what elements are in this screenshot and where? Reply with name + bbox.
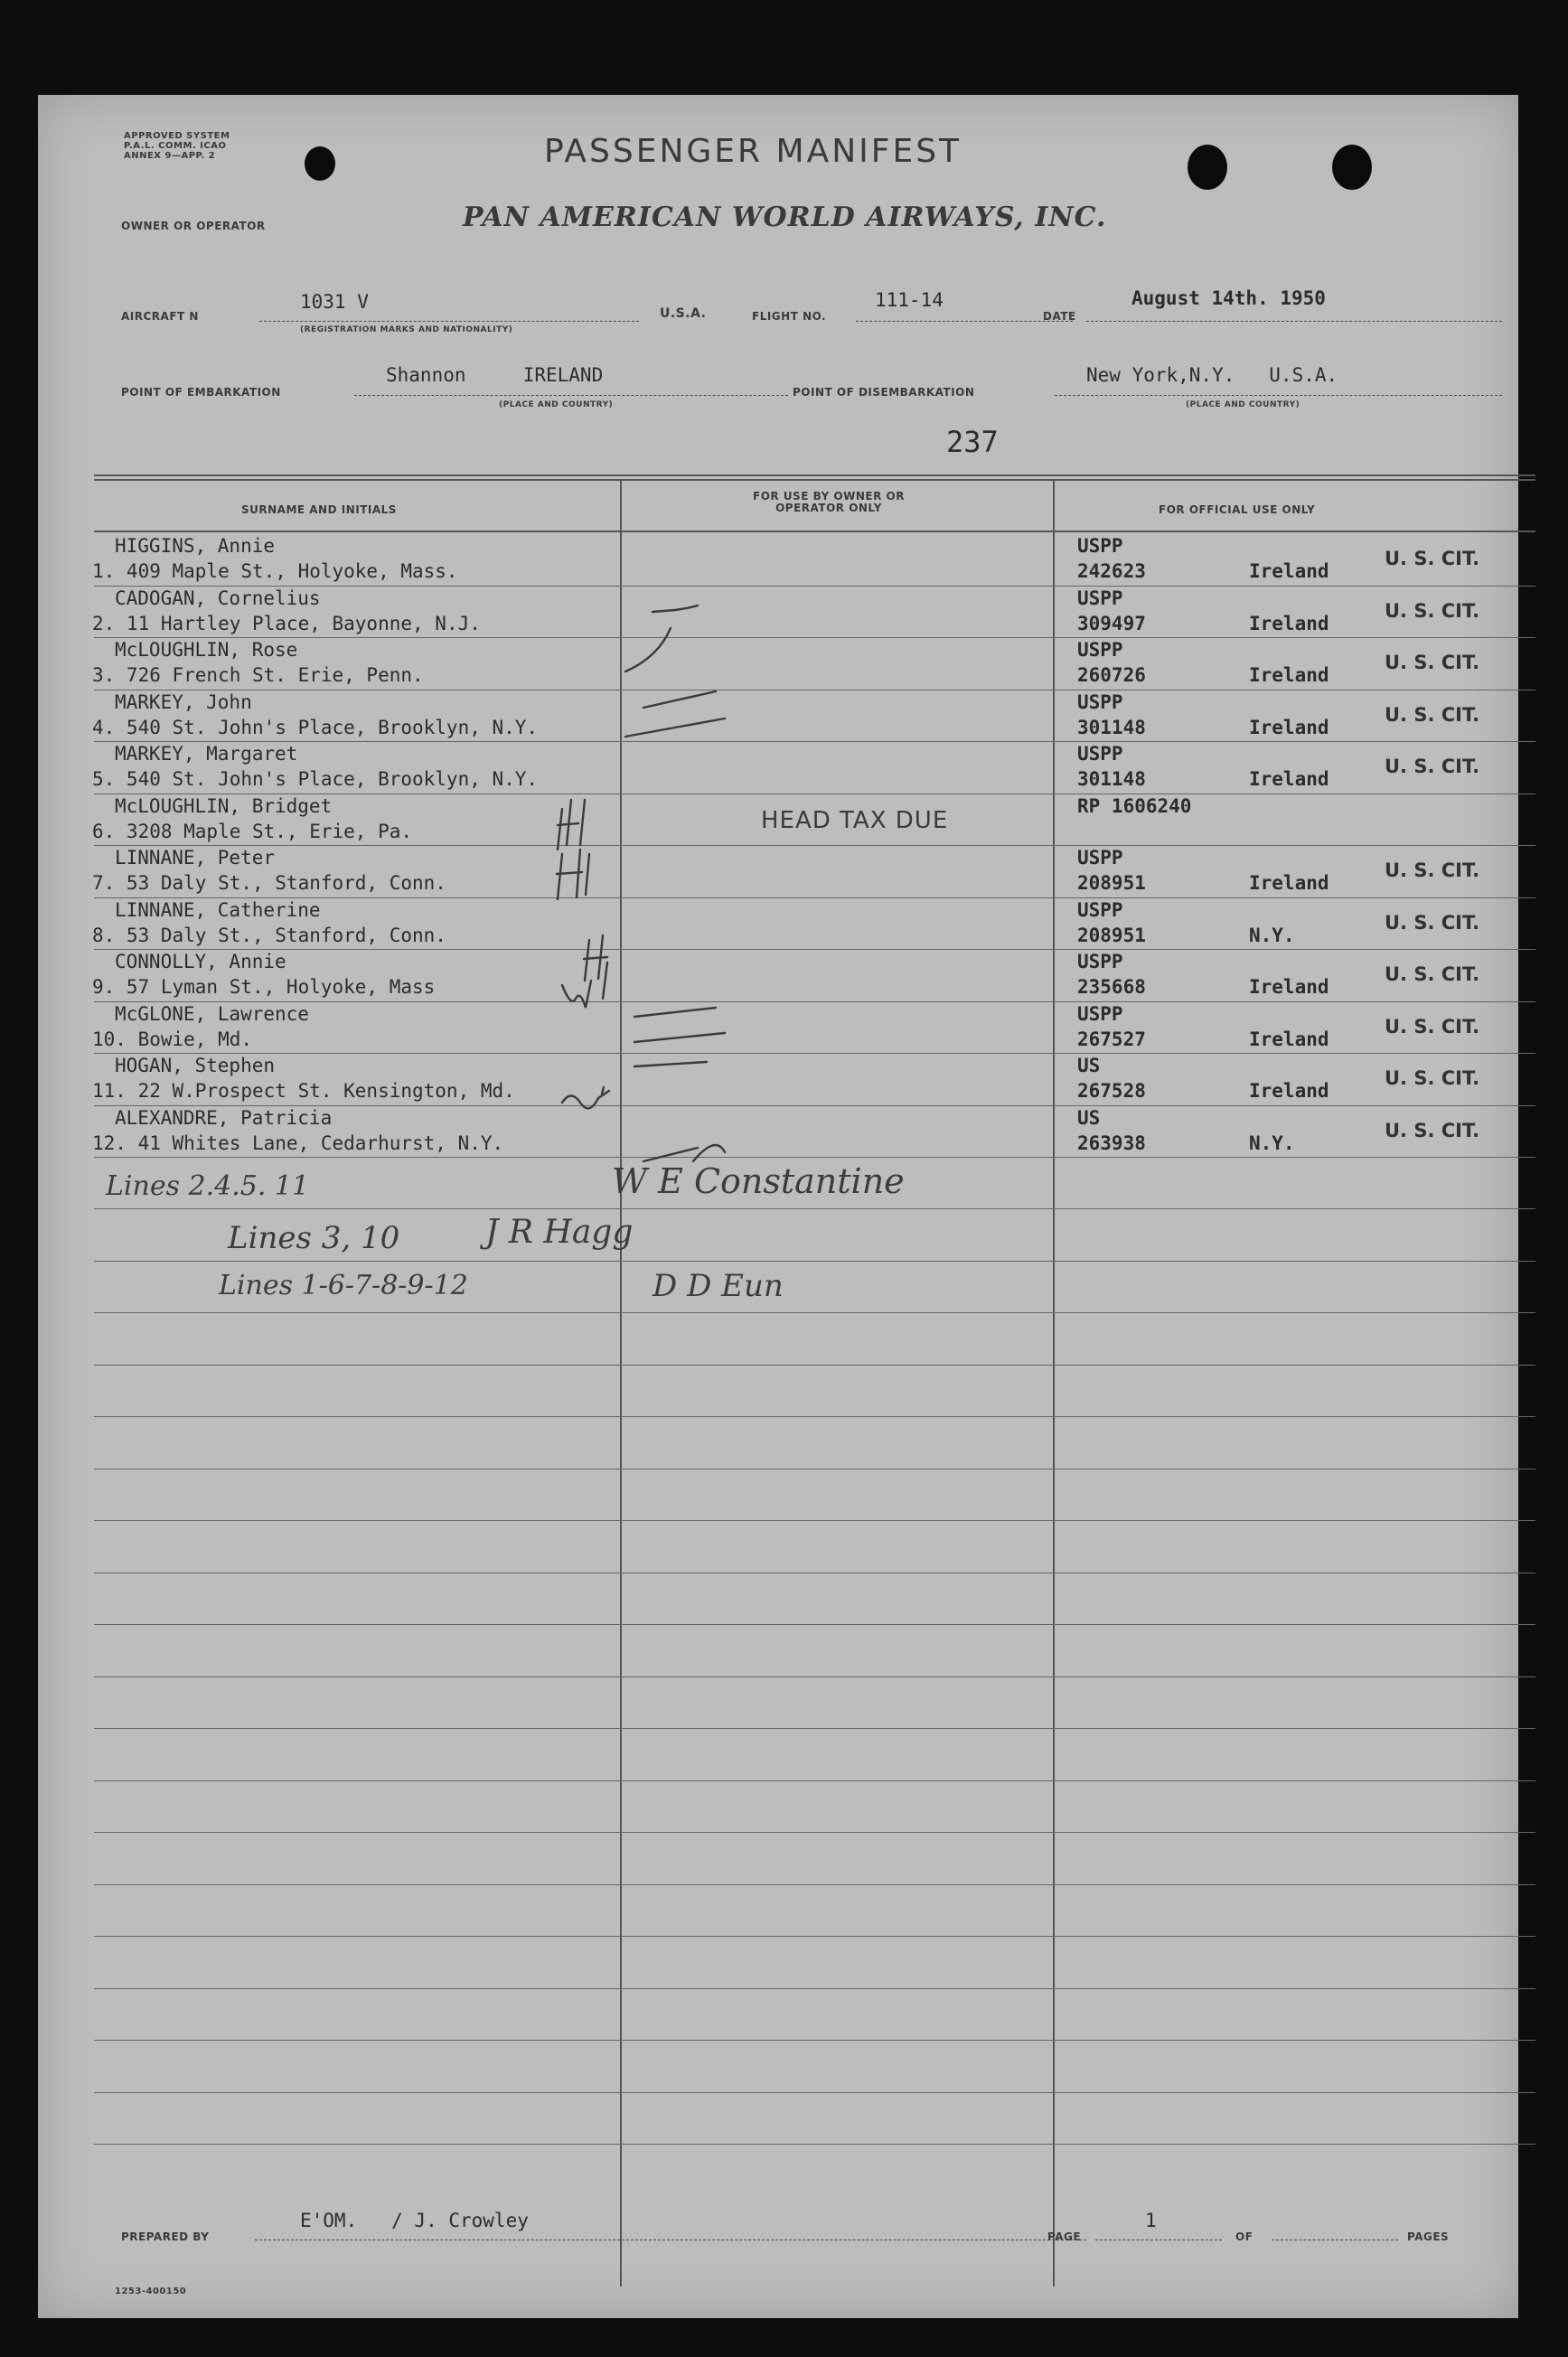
passenger-name: MARKEY, John	[115, 690, 252, 713]
blank-row-line	[94, 1884, 1535, 1885]
passenger-origin: Ireland	[1249, 612, 1329, 634]
passenger-name: LINNANE, Catherine	[115, 898, 321, 921]
passenger-address: 6. 3208 Maple St., Erie, Pa.	[92, 820, 413, 842]
blank-row-line	[94, 2092, 1535, 2093]
prepared-label: PREPARED BY	[121, 2230, 210, 2243]
passenger-name: ALEXANDRE, Patricia	[115, 1106, 333, 1129]
passenger-doc-type: USPP	[1077, 1002, 1123, 1025]
passenger-doc-number: 260726	[1077, 664, 1146, 686]
passenger-status: U. S. CIT.	[1385, 1067, 1480, 1089]
punch-hole	[1188, 145, 1227, 190]
blank-row-line	[94, 2040, 1535, 2041]
column-header-name: SURNAME AND INITIALS	[241, 503, 397, 516]
passenger-doc-type: USPP	[1077, 535, 1123, 557]
passenger-doc-number: 267528	[1077, 1080, 1146, 1102]
passenger-origin: Ireland	[1249, 768, 1329, 790]
handwritten-signature-2: J R Hagg	[485, 1214, 634, 1251]
row-divider	[94, 637, 1535, 638]
form-number: 1253-400150	[115, 2287, 187, 2296]
passenger-doc-type: US	[1077, 1106, 1101, 1129]
aircraft-value: 1031 V	[300, 291, 369, 313]
place-caption-1: (PLACE AND COUNTRY)	[499, 400, 614, 409]
disembark-line	[1055, 395, 1502, 396]
passenger-address: 3. 726 French St. Erie, Penn.	[92, 664, 424, 686]
flight-line	[856, 321, 1073, 322]
row-divider	[94, 1105, 1535, 1106]
handwritten-signature-3: D D Eun	[653, 1268, 784, 1304]
passenger-doc-type: RP 1606240	[1077, 794, 1192, 817]
passenger-name: McGLONE, Lawrence	[115, 1002, 309, 1025]
passenger-status: U. S. CIT.	[1385, 599, 1480, 622]
passenger-address: 2. 11 Hartley Place, Bayonne, N.J.	[92, 612, 481, 634]
passenger-address: 4. 540 St. John's Place, Brooklyn, N.Y.	[92, 716, 539, 738]
passenger-name: LINNANE, Peter	[115, 847, 276, 869]
date-value: August 14th. 1950	[1131, 287, 1326, 309]
punch-hole	[1332, 145, 1372, 190]
passenger-doc-type: USPP	[1077, 898, 1123, 921]
handwritten-marks	[508, 538, 779, 1207]
blank-row-line	[94, 1365, 1535, 1366]
passenger-doc-type: USPP	[1077, 690, 1123, 713]
row-divider	[94, 586, 1535, 587]
blank-row-line	[94, 2144, 1535, 2145]
manifest-sheet	[38, 95, 1518, 2318]
page-value: 1	[1145, 2210, 1157, 2231]
column-divider-2	[1053, 479, 1055, 2287]
pages-label: PAGES	[1407, 2230, 1450, 2243]
blank-row-line	[94, 1520, 1535, 1521]
operator-name: PAN AMERICAN WORLD AIRWAYS, INC.	[463, 202, 1107, 233]
punch-hole	[305, 146, 335, 181]
passenger-status: U. S. CIT.	[1385, 911, 1480, 934]
blank-row-line	[94, 1416, 1535, 1417]
handwritten-signature-1: W E Constantine	[612, 1161, 905, 1201]
passenger-name: HIGGINS, Annie	[115, 535, 276, 557]
manifest-number: 237	[946, 425, 999, 459]
passenger-doc-number: 235668	[1077, 976, 1146, 998]
aircraft-label: AIRCRAFT N	[121, 310, 199, 323]
row-divider	[94, 1157, 1535, 1158]
passenger-doc-number: 309497	[1077, 612, 1146, 634]
passenger-origin: Ireland	[1249, 872, 1329, 894]
passenger-status: U. S. CIT.	[1385, 652, 1480, 673]
column-header-official: FOR OFFICIAL USE ONLY	[1159, 503, 1316, 516]
passenger-address: 5. 540 St. John's Place, Brooklyn, N.Y.	[92, 768, 539, 790]
blank-row-line	[94, 1988, 1535, 1989]
page-label: PAGE	[1047, 2230, 1082, 2243]
handwritten-lines-2: Lines 3, 10	[228, 1220, 400, 1256]
disembark-label: POINT OF DISEMBARKATION	[793, 386, 975, 399]
passenger-doc-type: USPP	[1077, 951, 1123, 972]
passenger-status: U. S. CIT.	[1385, 963, 1480, 985]
passenger-name: CADOGAN, Cornelius	[115, 587, 321, 609]
place-caption-2: (PLACE AND COUNTRY)	[1186, 400, 1300, 409]
passenger-name: McLOUGHLIN, Rose	[115, 639, 298, 661]
flight-value: 111-14	[875, 289, 944, 311]
passenger-doc-number: 208951	[1077, 924, 1146, 946]
passenger-doc-number: 208951	[1077, 872, 1146, 894]
embark-line	[354, 395, 788, 396]
flight-label: FLIGHT NO.	[752, 310, 827, 323]
date-label: DATE	[1043, 310, 1076, 323]
row-divider	[94, 1053, 1535, 1054]
document-title: PASSENGER MANIFEST	[544, 133, 962, 170]
date-line	[1086, 321, 1502, 322]
row-divider	[94, 741, 1535, 742]
owner-label: OWNER OR OPERATOR	[121, 220, 266, 232]
passenger-doc-type: US	[1077, 1055, 1101, 1076]
passenger-address: 10. Bowie, Md.	[92, 1028, 253, 1050]
row-divider	[94, 845, 1535, 846]
passenger-doc-type: USPP	[1077, 743, 1123, 765]
passenger-origin: Ireland	[1249, 664, 1329, 686]
passenger-status: U. S. CIT.	[1385, 756, 1480, 777]
passenger-doc-number: 301148	[1077, 768, 1146, 790]
blank-row-line	[94, 1728, 1535, 1729]
passenger-name: MARKEY, Margaret	[115, 743, 298, 765]
prepared-value: E'OM. / J. Crowley	[300, 2210, 529, 2231]
passenger-origin: N.Y.	[1249, 1132, 1295, 1154]
passenger-origin: Ireland	[1249, 716, 1329, 738]
passenger-address: 12. 41 Whites Lane, Cedarhurst, N.Y.	[92, 1132, 504, 1154]
blank-row-line	[94, 1624, 1535, 1625]
passenger-origin: Ireland	[1249, 1080, 1329, 1102]
passenger-origin: Ireland	[1249, 560, 1329, 582]
blank-row-line	[94, 1312, 1535, 1313]
column-header-operator: FOR USE BY OWNER OR OPERATOR ONLY	[753, 490, 905, 514]
embark-value: Shannon IRELAND	[386, 364, 604, 386]
blank-row-line	[94, 1832, 1535, 1833]
passenger-address: 7. 53 Daly St., Stanford, Conn.	[92, 872, 446, 894]
row-divider	[94, 793, 1535, 794]
passenger-origin: Ireland	[1249, 1028, 1329, 1050]
passenger-address: 8. 53 Daly St., Stanford, Conn.	[92, 924, 446, 946]
table-top-rule-2	[94, 479, 1535, 481]
blank-row-line	[94, 1936, 1535, 1937]
registration-caption: (REGISTRATION MARKS AND NATIONALITY)	[300, 325, 513, 334]
row-divider	[94, 897, 1535, 898]
blank-row-line	[94, 1208, 1535, 1209]
of-label: OF	[1235, 2230, 1253, 2243]
passenger-doc-number: 267527	[1077, 1028, 1146, 1050]
passenger-doc-type: USPP	[1077, 639, 1123, 661]
passenger-name: HOGAN, Stephen	[115, 1055, 276, 1076]
passenger-address: 11. 22 W.Prospect St. Kensington, Md.	[92, 1080, 515, 1102]
approval-note: APPROVED SYSTEM P.A.L. COMM. ICAO ANNEX 9—APP. 2	[124, 131, 230, 161]
passenger-doc-number: 301148	[1077, 716, 1146, 738]
table-top-rule	[94, 474, 1535, 476]
usa-label: U.S.A.	[660, 306, 707, 321]
blank-row-line	[94, 1676, 1535, 1677]
passenger-name: CONNOLLY, Annie	[115, 951, 286, 972]
row-divider	[94, 949, 1535, 950]
passenger-doc-number: 263938	[1077, 1132, 1146, 1154]
passenger-origin: Ireland	[1249, 976, 1329, 998]
passenger-name: McLOUGHLIN, Bridget	[115, 794, 333, 817]
aircraft-line	[259, 321, 639, 322]
passenger-status: U. S. CIT.	[1385, 703, 1480, 726]
disembark-value: New York,N.Y. U.S.A.	[1086, 364, 1338, 386]
passenger-address: 9. 57 Lyman St., Holyoke, Mass	[92, 976, 436, 998]
passenger-status: U. S. CIT.	[1385, 548, 1480, 569]
passenger-status: U. S. CIT.	[1385, 1119, 1480, 1141]
blank-row-line	[94, 1261, 1535, 1262]
row-divider	[94, 1001, 1535, 1002]
passenger-doc-number: 242623	[1077, 560, 1146, 582]
embark-label: POINT OF EMBARKATION	[121, 386, 281, 399]
passenger-doc-type: USPP	[1077, 847, 1123, 869]
head-tax-stamp: HEAD TAX DUE	[761, 807, 949, 834]
passenger-doc-type: USPP	[1077, 587, 1123, 609]
passenger-origin: N.Y.	[1249, 924, 1295, 946]
passenger-address: 1. 409 Maple St., Holyoke, Mass.	[92, 560, 458, 582]
handwritten-lines-3: Lines 1-6-7-8-9-12	[219, 1270, 468, 1301]
passenger-status: U. S. CIT.	[1385, 1015, 1480, 1038]
header-bottom-rule	[94, 531, 1535, 532]
blank-row-line	[94, 1780, 1535, 1781]
handwritten-lines-1: Lines 2.4.5. 11	[106, 1170, 310, 1202]
passenger-status: U. S. CIT.	[1385, 859, 1480, 881]
blank-row-line	[94, 1469, 1535, 1470]
